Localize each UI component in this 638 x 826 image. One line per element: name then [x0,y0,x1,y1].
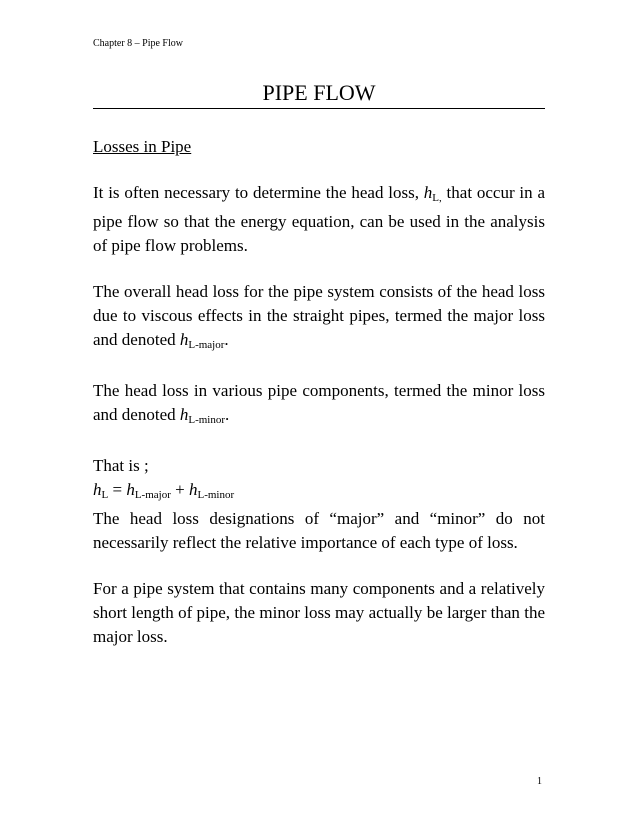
page-number: 1 [537,776,542,787]
paragraph-1: It is often necessary to determine the head loss, $h_{L,}$ that occur in a pipe flow so that the energy equation, can be used in the analysis of pipe flow problems. [93,183,545,255]
that-is-label: That is ; [93,456,149,475]
paragraph-5: For a pipe system that contains many components and a relatively short length of pipe, the minor loss may actually be larger than the major loss. [93,579,545,646]
paragraph-3: The head loss in various pipe components, termed the minor loss and denoted $h_{L-minor}$. [93,381,545,426]
page-title: PIPE FLOW [93,80,545,109]
symbol-hl-minor: h [179,405,189,424]
paragraph-4: The head loss designations of “major” and “minor” do not necessarily reflect the relative importance of each type of loss. [93,509,545,552]
symbol-hl: h [423,183,433,202]
head-loss-equation: $h_L = h_{L-major} + h_{L-minor}$ [93,480,235,501]
paragraph-2: The overall head loss for the pipe system consists of the head loss due to viscous effects in the straight pipes, termed the major loss and denoted $h_{L-major}$. [93,282,545,351]
symbol-hl-major: h [179,330,189,349]
running-header: Chapter 8 – Pipe Flow [93,38,183,49]
section-heading: Losses in Pipe [93,137,192,156]
document-body [93,135,545,671]
